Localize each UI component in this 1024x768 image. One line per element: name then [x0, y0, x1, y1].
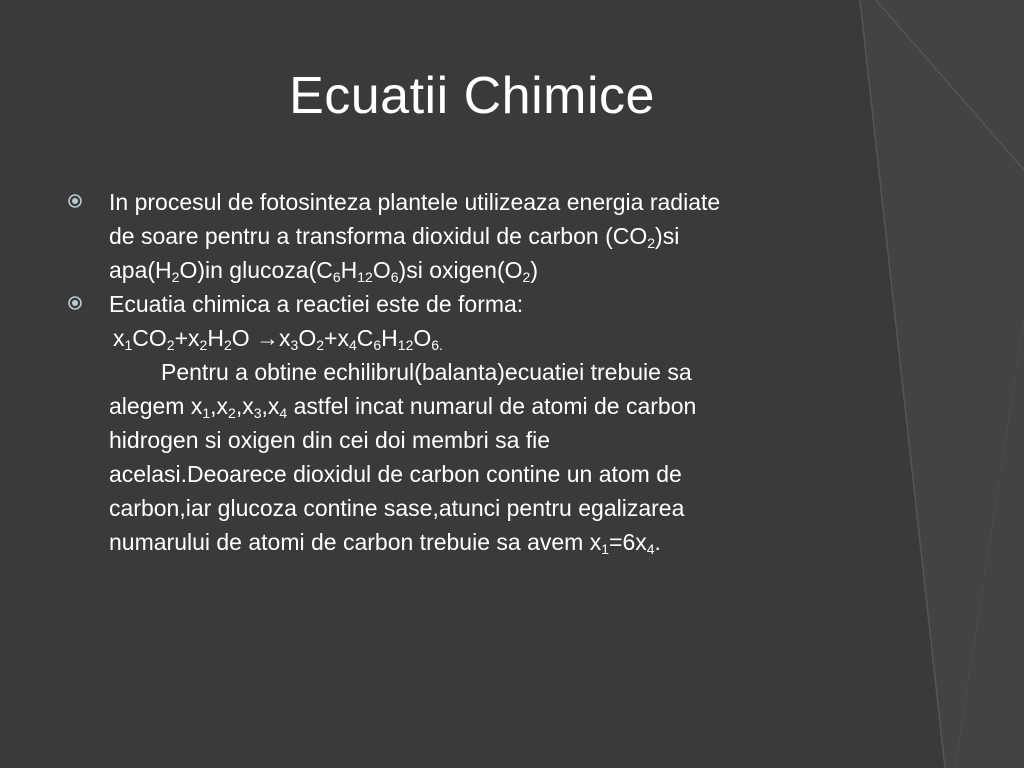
bullet2-line1: Ecuatia chimica a reactiei este de forma: — [109, 291, 524, 317]
bullet1-line1: In procesul de fotosinteza plantele utilizeaza energia radiate — [109, 189, 721, 215]
paragraph-line2: alegem $x_1,x_2,x_3,x_4$ astfel incat numarul de atomi de carbon — [109, 393, 697, 421]
bullet-item-equation — [68, 287, 868, 559]
circle-bullet-icon — [68, 194, 82, 208]
slide-title: Ecuatii Chimice — [289, 67, 655, 125]
bullet-item-photosynthesis — [68, 185, 868, 287]
slide-content — [68, 185, 868, 559]
chemical-equation: $x_1CO_2+x_2H_2O \to x_3O_2+x_4C_6H_{12}O_{6.}$ — [113, 325, 443, 353]
bullet1-line2: de soare pentru a transforma dioxidul de carbon $(CO_2)si$ — [109, 223, 680, 251]
bullet1-line3: $apa(H_2O)in$ $glucoza(C_6H_{12}O_6)si$ $oxigen(O_2)$ — [109, 257, 538, 285]
paragraph-line4: acelasi.Deoarece dioxidul de carbon contine un atom de — [109, 461, 682, 487]
paragraph-line6: numarului de atomi de carbon trebuie sa avem $x_1=6x_4$. — [109, 529, 661, 557]
paragraph-line5: carbon,iar glucoza contine sase,atunci pentru egalizarea — [109, 495, 685, 521]
paragraph-line3: hidrogen si oxigen din cei doi membri sa fie — [109, 427, 551, 453]
circle-bullet-icon — [68, 296, 82, 310]
paragraph-line1: Pentru a obtine echilibrul(balanta)ecuatiei trebuie sa — [161, 359, 692, 385]
